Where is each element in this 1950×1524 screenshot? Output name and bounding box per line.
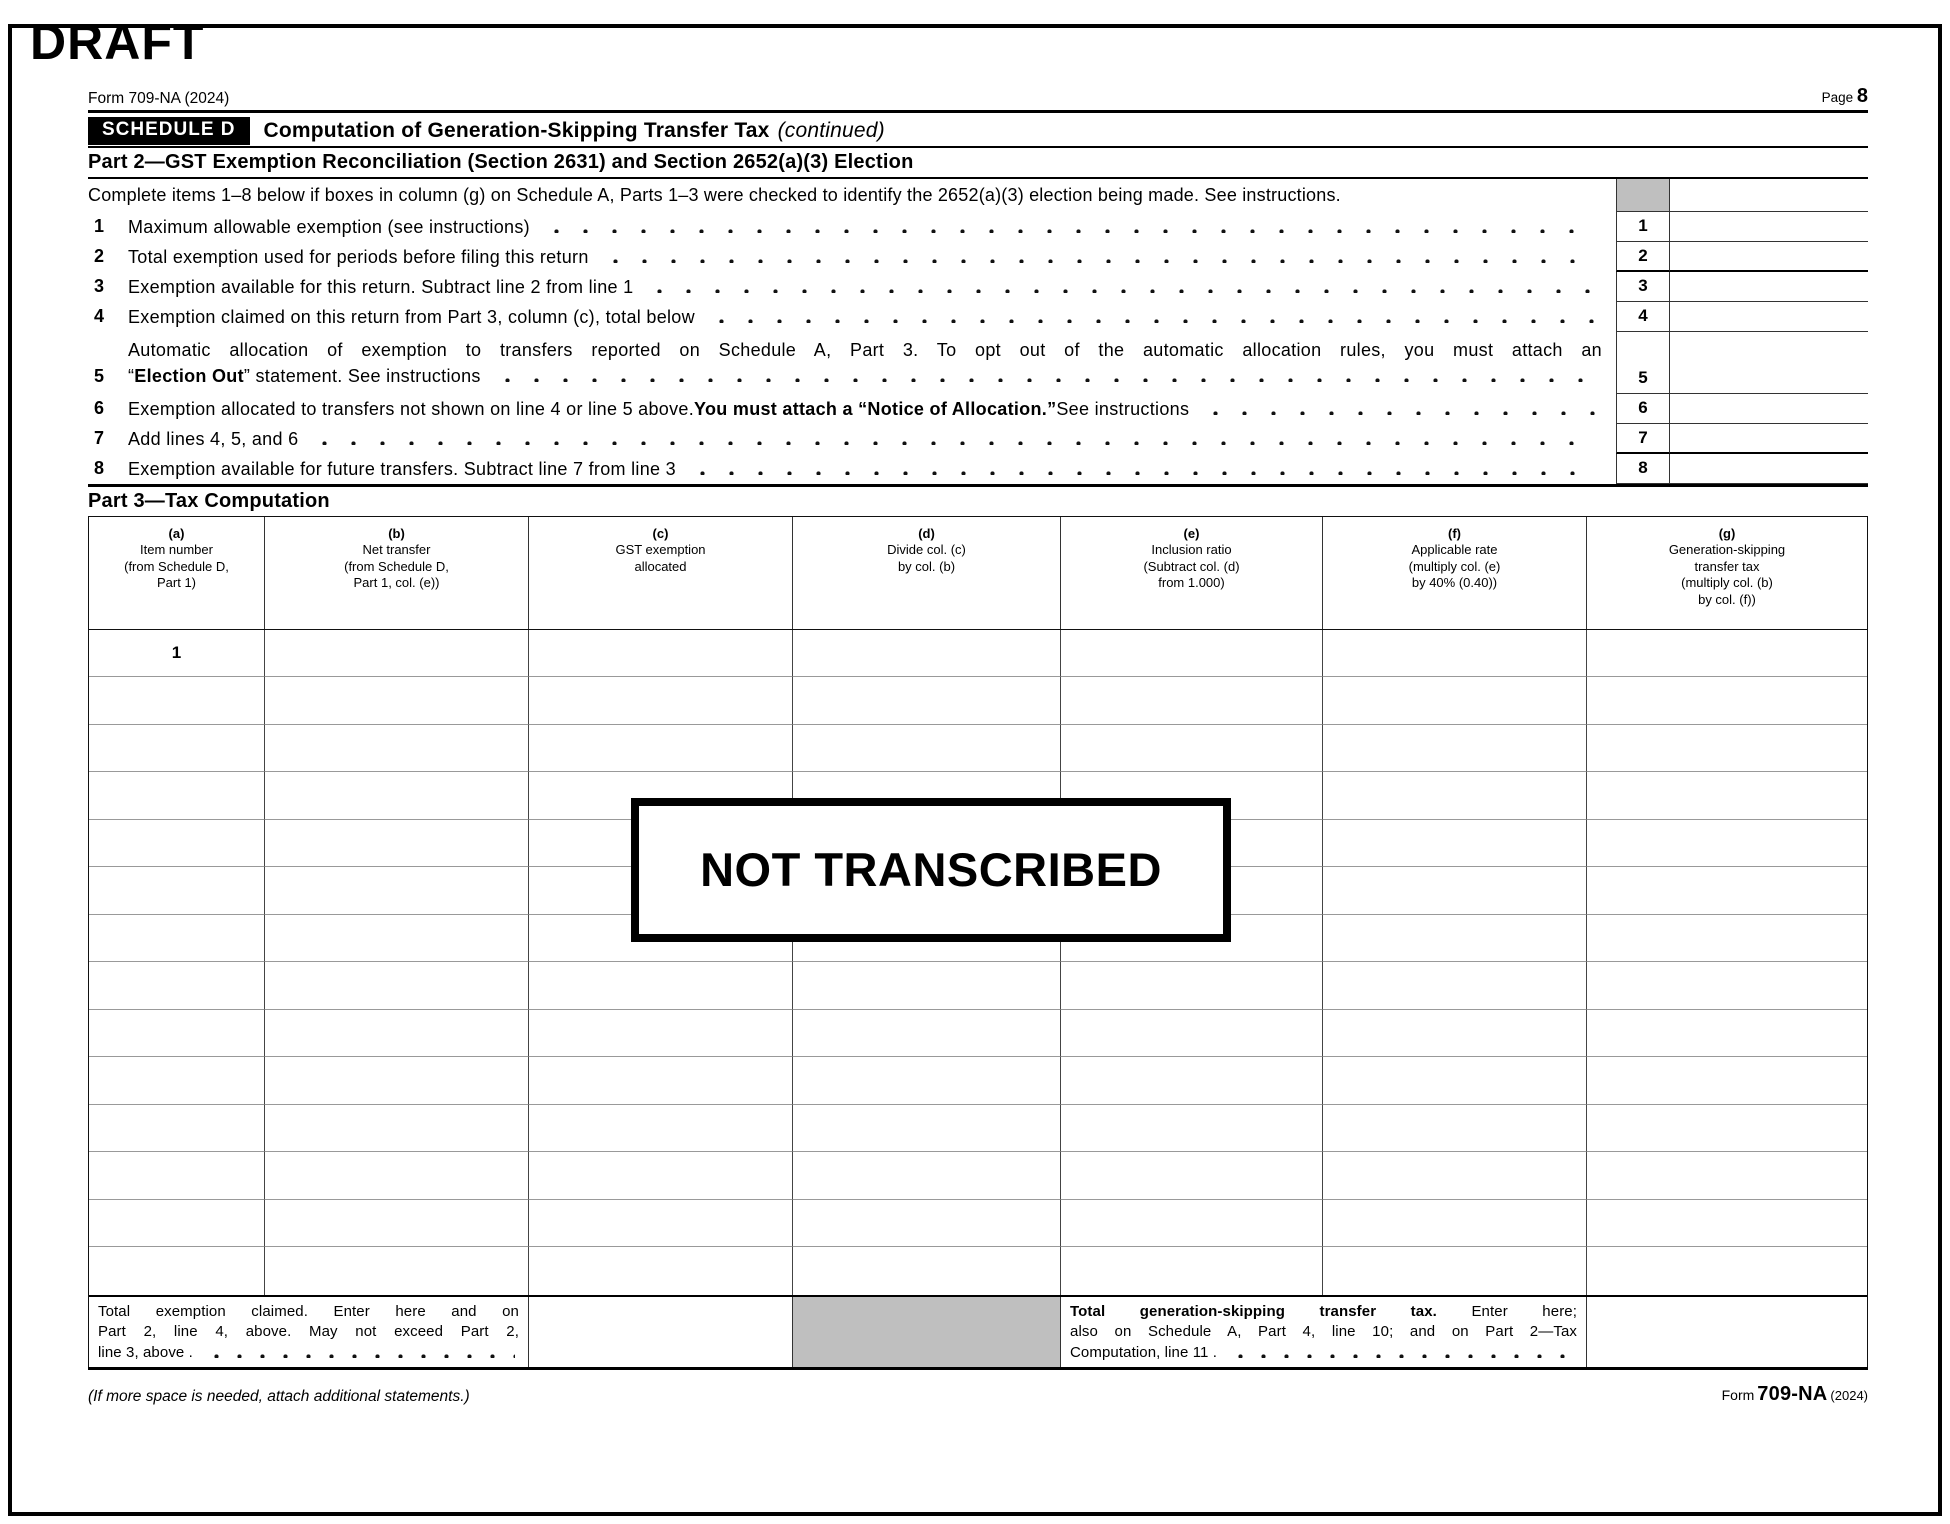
table-cell[interactable] xyxy=(89,772,265,820)
total-text-line xyxy=(1070,1322,1577,1343)
part2-lines xyxy=(88,212,1868,484)
dot-leader xyxy=(643,288,1598,293)
table-cell[interactable] xyxy=(1061,677,1323,725)
line-text-row xyxy=(128,363,1602,389)
line-text-row xyxy=(128,426,1602,452)
shaded-cell xyxy=(793,1297,1061,1367)
table-cell[interactable] xyxy=(529,1152,793,1200)
total-text-line xyxy=(1070,1343,1577,1364)
line-number-box xyxy=(1616,302,1670,332)
table-cell[interactable] xyxy=(1061,1057,1323,1105)
text-segment: Total exemption used for periods before filing this return xyxy=(128,246,589,267)
line-text-row xyxy=(128,396,1602,422)
divider xyxy=(88,110,1868,113)
table-cell[interactable] xyxy=(89,1010,265,1058)
table-cell[interactable] xyxy=(793,677,1061,725)
amount-cell[interactable] xyxy=(1670,454,1868,484)
text-segment: Exemption available for future transfers. Subtract line 7 from line 3 xyxy=(128,458,676,479)
part2-intro-row xyxy=(88,179,1868,212)
box-number: 6 xyxy=(1638,398,1648,417)
table-cell[interactable] xyxy=(1323,677,1587,725)
text-segment: Exemption claimed on this return from Part 3, column (c), total below xyxy=(128,306,695,327)
footer-form-year: (2024) xyxy=(1830,1387,1868,1403)
text-segment: Total generation-skipping transfer tax. xyxy=(1070,1302,1437,1320)
footer-note: (If more space is needed, attach additional statements.) xyxy=(88,1387,470,1405)
column-header xyxy=(89,517,265,629)
table-cell[interactable] xyxy=(1323,915,1587,963)
table-cell[interactable] xyxy=(529,962,793,1010)
table-cell[interactable] xyxy=(265,1152,529,1200)
box-number: 4 xyxy=(1638,306,1648,325)
dot-leader xyxy=(599,258,1598,263)
column-subtitle: by 40% (0.40)) xyxy=(1411,575,1498,590)
column-subtitle: Generation-skipping xyxy=(1668,542,1786,557)
table-cell[interactable] xyxy=(89,867,265,915)
column-letter: (b) xyxy=(388,525,405,541)
table-cell[interactable] xyxy=(1587,1057,1867,1105)
line-number: 5 xyxy=(94,365,105,386)
total-exemption-text xyxy=(89,1297,529,1367)
part2-intro: Complete items 1–8 below if boxes in column (g) on Schedule A, Parts 1–3 were checked to identify the 2652(a)(3) election being made. See instructions. xyxy=(88,184,1341,205)
not-transcribed-overlay xyxy=(631,798,1231,942)
column-header xyxy=(1061,517,1323,629)
schedule-badge: SCHEDULE D xyxy=(88,117,250,145)
table-cell[interactable] xyxy=(793,1152,1061,1200)
column-letter: (f) xyxy=(1448,525,1461,541)
page-number-value: 8 xyxy=(1856,85,1868,107)
table-cell[interactable] xyxy=(793,1105,1061,1153)
table-cell[interactable] xyxy=(1061,1105,1323,1153)
table-cell[interactable] xyxy=(89,962,265,1010)
line-number: 1 xyxy=(94,216,105,236)
amount-cell xyxy=(1670,179,1868,212)
footer-form-number: 709-NA xyxy=(1757,1382,1828,1405)
table-cell[interactable] xyxy=(265,677,529,725)
text-segment: line 3, above . xyxy=(98,1343,193,1361)
table-cell[interactable] xyxy=(1061,1247,1323,1295)
table-cell[interactable] xyxy=(1323,1105,1587,1153)
form-content xyxy=(88,84,1868,1406)
table-cell[interactable] xyxy=(265,820,529,868)
form-signature xyxy=(1722,1383,1868,1406)
column-subtitle: (multiply col. (e) xyxy=(1408,558,1501,574)
line-number: 3 xyxy=(94,276,105,296)
part2-line-row xyxy=(88,454,1868,484)
table-cell[interactable] xyxy=(1587,867,1867,915)
table-cell[interactable] xyxy=(89,1247,265,1295)
divider xyxy=(88,1367,1868,1370)
line-number-box xyxy=(1616,272,1670,302)
table-cell[interactable] xyxy=(529,1105,793,1153)
box-number: 5 xyxy=(1638,367,1648,387)
table-cell[interactable] xyxy=(1061,1200,1323,1248)
table-cell[interactable] xyxy=(265,915,529,963)
table-cell[interactable] xyxy=(1061,962,1323,1010)
text-segment: Exemption available for this return. Subtract line 2 from line 1 xyxy=(128,276,634,297)
not-transcribed-label: NOT TRANSCRIBED xyxy=(700,843,1162,896)
column-subtitle: Net transfer xyxy=(362,542,431,557)
column-subtitle: GST exemption xyxy=(615,542,706,557)
dot-leader xyxy=(1199,410,1598,415)
table-cell[interactable] xyxy=(1323,1152,1587,1200)
part2-heading: Part 2—GST Exemption Reconciliation (Section 2631) and Section 2652(a)(3) Election xyxy=(88,150,914,173)
line-number: 7 xyxy=(94,428,105,448)
table-cell[interactable] xyxy=(1323,630,1587,678)
table-cell[interactable] xyxy=(89,915,265,963)
part2-line-row xyxy=(88,332,1868,394)
page-number xyxy=(1822,85,1868,108)
table-cell[interactable] xyxy=(1587,630,1867,678)
table-cell[interactable] xyxy=(1323,867,1587,915)
table-cell[interactable] xyxy=(1587,677,1867,725)
table-cell[interactable] xyxy=(265,1057,529,1105)
part2-line-row xyxy=(88,212,1868,242)
table-cell[interactable] xyxy=(1587,1247,1867,1295)
table-cell[interactable] xyxy=(1587,962,1867,1010)
line-text xyxy=(128,272,1616,302)
total-gst-tax-text xyxy=(1061,1297,1587,1367)
table-cell[interactable] xyxy=(89,1152,265,1200)
table-cell[interactable] xyxy=(265,1200,529,1248)
total-gst-tax-value-cell[interactable] xyxy=(1587,1297,1867,1367)
schedule-title-continued: (continued) xyxy=(777,119,885,142)
dot-leader xyxy=(705,318,1598,323)
table-cell[interactable] xyxy=(265,772,529,820)
line-number-box xyxy=(1616,242,1670,272)
column-subtitle: Part 1, col. (e)) xyxy=(353,575,440,590)
line-text-row xyxy=(128,304,1602,330)
total-text-line xyxy=(98,1343,519,1364)
schedule-title-text: Computation of Generation-Skipping Transfer Tax xyxy=(263,119,770,142)
table-cell[interactable] xyxy=(1587,1152,1867,1200)
table-cell[interactable] xyxy=(1323,820,1587,868)
text-segment: You must attach a “Notice of Allocation.” xyxy=(694,398,1057,419)
amount-cell[interactable] xyxy=(1670,424,1868,454)
part3-table xyxy=(88,516,1868,1367)
line-text xyxy=(128,424,1616,454)
line-text xyxy=(128,332,1616,394)
column-subtitle: Divide col. (c) xyxy=(887,542,966,557)
draft-watermark: DRAFT xyxy=(30,14,205,70)
table-cell[interactable] xyxy=(529,1200,793,1248)
dot-leader xyxy=(1227,1353,1573,1358)
column-header xyxy=(793,517,1061,629)
table-cell[interactable] xyxy=(265,630,529,678)
table-cell[interactable] xyxy=(1323,1247,1587,1295)
table-cell[interactable] xyxy=(793,962,1061,1010)
column-subtitle: (from Schedule D, xyxy=(344,558,449,574)
text-segment: Total exemption claimed. Enter here and on xyxy=(98,1302,519,1320)
line-text-row xyxy=(128,337,1602,363)
line-number: 6 xyxy=(94,398,105,418)
line-number-box xyxy=(1616,212,1670,242)
table-cell[interactable] xyxy=(265,1105,529,1153)
table-cell[interactable] xyxy=(529,1057,793,1105)
line-text xyxy=(128,394,1616,424)
amount-cell[interactable] xyxy=(1670,302,1868,332)
part2-line-row xyxy=(88,424,1868,454)
table-cell[interactable] xyxy=(1323,1200,1587,1248)
text-segment: Enter here; xyxy=(1436,1302,1577,1320)
table-cell[interactable] xyxy=(793,630,1061,678)
table-cell[interactable] xyxy=(265,725,529,773)
column-letter: (a) xyxy=(168,525,185,541)
table-cell[interactable] xyxy=(793,725,1061,773)
shaded-cell xyxy=(1616,179,1670,212)
box-number: 1 xyxy=(1638,216,1648,235)
dot-leader xyxy=(540,228,1598,233)
column-subtitle: (Subtract col. (d) xyxy=(1143,558,1240,574)
line-number-box xyxy=(1616,332,1670,394)
table-cell[interactable] xyxy=(1587,1105,1867,1153)
column-subtitle: by col. (f)) xyxy=(1698,591,1756,607)
part3-heading: Part 3—Tax Computation xyxy=(88,489,330,512)
table-cell[interactable] xyxy=(529,1247,793,1295)
text-segment: Part 2, line 4, above. May not exceed Part 2, xyxy=(98,1323,519,1340)
table-cell[interactable] xyxy=(793,1247,1061,1295)
page-label: Page xyxy=(1821,90,1854,105)
line-number: 4 xyxy=(94,306,105,326)
line-number-box xyxy=(1616,454,1670,484)
box-number: 2 xyxy=(1638,245,1648,265)
table-cell[interactable]: 1 xyxy=(89,630,265,678)
table-cell[interactable] xyxy=(529,725,793,773)
table-cell[interactable] xyxy=(1587,915,1867,963)
dot-leader xyxy=(203,1353,515,1358)
column-subtitle: Inclusion ratio xyxy=(1151,542,1232,557)
table-cell[interactable] xyxy=(89,1200,265,1248)
box-number: 3 xyxy=(1638,276,1648,295)
total-exemption-value-cell[interactable] xyxy=(529,1297,793,1367)
table-cell[interactable] xyxy=(1061,1010,1323,1058)
box-number: 7 xyxy=(1638,427,1648,447)
text-segment: also on Schedule A, Part 4, line 10; and on Part 2—Tax xyxy=(1070,1323,1577,1340)
table-cell[interactable] xyxy=(1587,1200,1867,1248)
form-number: Form 709-NA (2024) xyxy=(88,90,230,107)
table-cell[interactable] xyxy=(793,1200,1061,1248)
table-cell[interactable] xyxy=(1323,962,1587,1010)
line-text xyxy=(128,212,1616,242)
text-segment: Computation, line 11 . xyxy=(1070,1343,1218,1361)
line-text-row xyxy=(128,244,1602,270)
total-text-line xyxy=(98,1302,519,1323)
text-segment: Maximum allowable exemption (see instructions) xyxy=(128,216,530,237)
table-cell[interactable] xyxy=(265,1010,529,1058)
column-subtitle: by col. (b) xyxy=(897,558,956,574)
part3-total-row xyxy=(89,1295,1867,1367)
column-letter: (e) xyxy=(1183,525,1200,541)
dot-leader xyxy=(308,440,1598,445)
part2-line-row xyxy=(88,272,1868,302)
dot-leader xyxy=(686,470,1598,475)
table-cell[interactable] xyxy=(793,1010,1061,1058)
line-number-box xyxy=(1616,424,1670,454)
table-cell[interactable] xyxy=(89,725,265,773)
line-text xyxy=(128,454,1616,484)
table-cell[interactable] xyxy=(1061,725,1323,773)
schedule-title xyxy=(264,119,885,143)
amount-cell[interactable] xyxy=(1670,394,1868,424)
table-cell[interactable] xyxy=(89,677,265,725)
amount-cell[interactable] xyxy=(1670,212,1868,242)
table-cell[interactable] xyxy=(1587,1010,1867,1058)
amount-cell[interactable] xyxy=(1670,242,1868,272)
schedule-header xyxy=(88,116,1868,146)
total-text-line xyxy=(1070,1302,1577,1323)
column-letter: (g) xyxy=(1718,525,1736,541)
column-header xyxy=(1323,517,1587,629)
table-cell[interactable] xyxy=(89,820,265,868)
text-segment: Add lines 4, 5, and 6 xyxy=(128,428,299,449)
text-segment: ” statement. See instructions xyxy=(243,365,481,386)
column-header xyxy=(529,517,793,629)
line-number-box xyxy=(1616,394,1670,424)
footer xyxy=(88,1380,1868,1406)
column-subtitle: Item number xyxy=(140,542,213,557)
part2-line-row xyxy=(88,242,1868,272)
table-cell[interactable] xyxy=(1061,1152,1323,1200)
box-number: 8 xyxy=(1638,458,1648,477)
column-header xyxy=(265,517,529,629)
column-subtitle: Applicable rate xyxy=(1411,542,1498,557)
line-text-row xyxy=(128,274,1602,300)
table-cell[interactable] xyxy=(1323,772,1587,820)
part3-header-row xyxy=(89,517,1867,630)
table-cell[interactable] xyxy=(265,962,529,1010)
column-subtitle: Part 1) xyxy=(156,575,196,590)
column-header xyxy=(1587,517,1867,629)
top-line xyxy=(88,84,1868,108)
table-cell[interactable] xyxy=(89,1057,265,1105)
text-segment: Election Out xyxy=(134,365,244,386)
amount-cell[interactable] xyxy=(1670,272,1868,302)
part2-line-row xyxy=(88,394,1868,424)
text-segment: “ xyxy=(128,365,135,386)
dot-leader xyxy=(491,377,1598,382)
column-subtitle: (multiply col. (b) xyxy=(1681,575,1773,590)
amount-cell[interactable] xyxy=(1670,332,1868,394)
line-text-row xyxy=(128,214,1602,240)
text-segment: Exemption allocated to transfers not shown on line 4 or line 5 above. xyxy=(128,398,695,419)
column-subtitle: transfer tax xyxy=(1694,558,1760,574)
line-text xyxy=(128,242,1616,272)
total-text-line xyxy=(98,1322,519,1343)
text-segment: Automatic allocation of exemption to transfers reported on Schedule A, Part 3. To opt out of the automatic allocation rules, you must attach an xyxy=(128,339,1602,360)
part2-line-row xyxy=(88,302,1868,332)
table-cell[interactable] xyxy=(1323,1010,1587,1058)
table-cell[interactable] xyxy=(1061,630,1323,678)
part3-body xyxy=(89,630,1867,1295)
table-cell[interactable] xyxy=(265,1247,529,1295)
line-text-row xyxy=(128,456,1602,482)
footer-form-label: Form xyxy=(1721,1386,1755,1403)
column-letter: (d) xyxy=(918,525,935,541)
column-subtitle: allocated xyxy=(634,558,687,574)
table-cell[interactable] xyxy=(1587,820,1867,868)
text-segment: See instructions xyxy=(1056,398,1190,419)
table-cell[interactable] xyxy=(529,1010,793,1058)
table-cell[interactable] xyxy=(529,630,793,678)
column-subtitle: from 1.000) xyxy=(1158,575,1225,590)
column-subtitle: (from Schedule D, xyxy=(124,558,229,574)
table-cell[interactable] xyxy=(265,867,529,915)
table-cell[interactable] xyxy=(1587,725,1867,773)
table-cell[interactable] xyxy=(89,1105,265,1153)
table-cell[interactable] xyxy=(529,677,793,725)
line-number: 2 xyxy=(94,246,105,266)
line-number: 8 xyxy=(94,458,105,478)
table-cell[interactable] xyxy=(793,1057,1061,1105)
table-cell[interactable] xyxy=(1587,772,1867,820)
table-cell[interactable] xyxy=(1323,1057,1587,1105)
column-letter: (c) xyxy=(652,525,669,541)
line-text xyxy=(128,302,1616,332)
table-cell[interactable] xyxy=(1323,725,1587,773)
